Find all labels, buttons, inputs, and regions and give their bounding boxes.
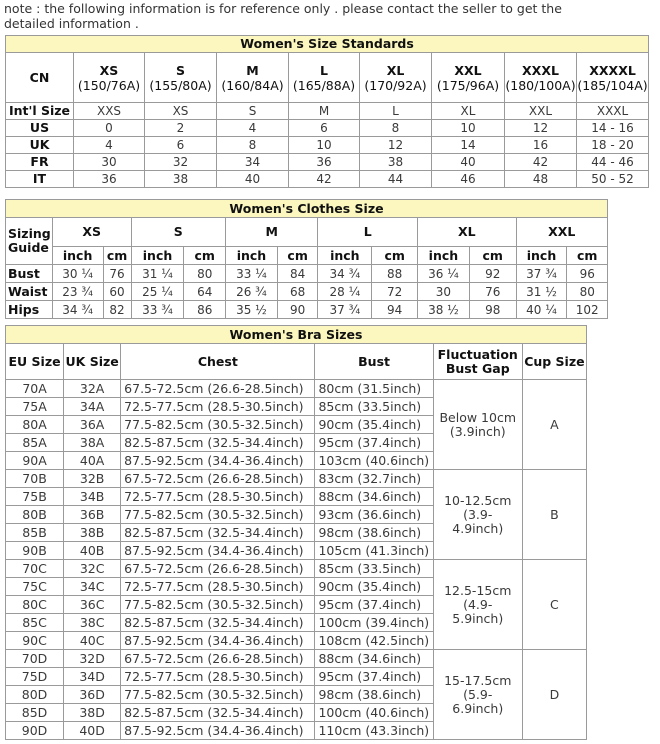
chest-cell: 82.5-87.5cm (32.5-34.4inch) [121, 524, 315, 542]
chest-cell: 72.5-77.5cm (28.5-30.5inch) [121, 488, 315, 506]
bra-size-title: Women's Bra Sizes [6, 326, 587, 344]
sizing-guide-label: Sizing Guide [6, 218, 53, 265]
uk-size-cell: 40B [64, 542, 121, 560]
cm-unit-header: cm [469, 247, 516, 265]
size-range: (175/96A) [436, 77, 500, 93]
measurement-label: Bust [6, 265, 53, 283]
measurement-value: 36 ¼ [417, 265, 469, 283]
cup-size-cell: C [522, 560, 586, 650]
eu-size-cell: 75B [6, 488, 64, 506]
bust-cell: 88cm (34.6inch) [315, 650, 433, 668]
size-standard-header [505, 53, 577, 103]
eu-size-cell: 90D [6, 722, 64, 740]
cm-unit-header: cm [567, 247, 608, 265]
bust-cell: 98cm (38.6inch) [315, 524, 433, 542]
row-label: FR [6, 154, 74, 171]
size-name: XL [386, 62, 405, 78]
size-value: 42 [505, 154, 577, 171]
size-value: 16 [505, 137, 577, 154]
bust-cell: 93cm (36.6inch) [315, 506, 433, 524]
clothes-size-header: XL [417, 218, 516, 247]
size-value: 32 [145, 154, 217, 171]
size-value: 44 [360, 171, 432, 188]
measurement-value: 33 ¼ [226, 265, 278, 283]
size-value: 36 [289, 154, 360, 171]
cm-unit-header: cm [372, 247, 418, 265]
chest-cell: 82.5-87.5cm (32.5-34.4inch) [121, 434, 315, 452]
uk-size-cell: 32B [64, 470, 121, 488]
uk-size-cell: 32C [64, 560, 121, 578]
eu-size-cell: 80A [6, 416, 64, 434]
chest-cell: 77.5-82.5cm (30.5-32.5inch) [121, 416, 315, 434]
measurement-value: 26 ¾ [226, 283, 278, 301]
inch-unit-header: inch [318, 247, 372, 265]
eu-size-cell: 90B [6, 542, 64, 560]
bust-cell: 95cm (37.4inch) [315, 434, 433, 452]
row-label: US [6, 120, 74, 137]
size-value: 38 [145, 171, 217, 188]
cn-label: CN [6, 53, 74, 103]
measurement-value: 90 [277, 301, 317, 319]
size-value: 46 [432, 171, 505, 188]
uk-size-cell: 34C [64, 578, 121, 596]
size-value: 8 [217, 137, 289, 154]
chest-cell: 67.5-72.5cm (26.6-28.5inch) [121, 470, 315, 488]
eu-size-cell: 75D [6, 668, 64, 686]
clothes-size-header: S [131, 218, 225, 247]
measurement-value: 30 [417, 283, 469, 301]
clothes-size-row [6, 301, 608, 319]
bra-size-row [6, 380, 587, 398]
size-standard-header [145, 53, 217, 103]
size-value: 36 [74, 171, 145, 188]
size-value: 42 [289, 171, 360, 188]
measurement-value: 94 [372, 301, 418, 319]
bust-cell: 110cm (43.3inch) [315, 722, 433, 740]
clothes-size-header: M [226, 218, 318, 247]
clothes-size-row [6, 265, 608, 283]
size-standard-header [289, 53, 360, 103]
measurement-value: 86 [184, 301, 226, 319]
bust-cell: 90cm (35.4inch) [315, 578, 433, 596]
eu-size-cell: 85D [6, 704, 64, 722]
eu-size-cell: 75A [6, 398, 64, 416]
eu-size-cell: 85A [6, 434, 64, 452]
cup-size-cell: B [522, 470, 586, 560]
measurement-value: 30 ¼ [52, 265, 103, 283]
cm-unit-header: cm [103, 247, 131, 265]
bust-cell: 105cm (41.3inch) [315, 542, 433, 560]
chest-cell: 87.5-92.5cm (34.4-36.4inch) [121, 452, 315, 470]
size-name: XS [99, 62, 119, 78]
size-value: 4 [74, 137, 145, 154]
uk-size-cell: 34A [64, 398, 121, 416]
bust-cell: 83cm (32.7inch) [315, 470, 433, 488]
measurement-value: 64 [184, 283, 226, 301]
bust-cell: 95cm (37.4inch) [315, 596, 433, 614]
bust-cell: 90cm (35.4inch) [315, 416, 433, 434]
eu-size-cell: 70A [6, 380, 64, 398]
chest-cell: 82.5-87.5cm (32.5-34.4inch) [121, 704, 315, 722]
eu-size-cell: 90A [6, 452, 64, 470]
bust-cell: 103cm (40.6inch) [315, 452, 433, 470]
bust-cell: 80cm (31.5inch) [315, 380, 433, 398]
bust-cell: 88cm (34.6inch) [315, 488, 433, 506]
size-value: 12 [360, 137, 432, 154]
size-range: (160/84A) [221, 77, 284, 93]
size-value: 30 [74, 154, 145, 171]
uk-size-cell: 38C [64, 614, 121, 632]
bust-cell: 108cm (42.5inch) [315, 632, 433, 650]
size-value: 40 [217, 171, 289, 188]
clothes-size-row [6, 283, 608, 301]
measurement-value: 76 [103, 265, 131, 283]
size-name: XXXL [522, 62, 559, 78]
bra-size-row [6, 650, 587, 668]
cup-size-cell: D [522, 650, 586, 740]
size-value: 18 - 20 [577, 137, 649, 154]
measurement-label: Hips [6, 301, 53, 319]
bust-cell: 85cm (33.5inch) [315, 560, 433, 578]
uk-size-cell: 36D [64, 686, 121, 704]
size-value: XL [432, 103, 505, 120]
measurement-value: 88 [372, 265, 418, 283]
size-value: 50 - 52 [577, 171, 649, 188]
measurement-value: 38 ½ [417, 301, 469, 319]
size-standard-header [432, 53, 505, 103]
measurement-label: Waist [6, 283, 53, 301]
eu-size-cell: 80D [6, 686, 64, 704]
measurement-value: 80 [567, 283, 608, 301]
size-value: 2 [145, 120, 217, 137]
clothes-size-header: XS [52, 218, 131, 247]
size-standard-header [74, 53, 145, 103]
size-standard-row [6, 137, 649, 154]
bra-size-table [5, 325, 587, 740]
bust-header: Bust [315, 344, 433, 380]
size-value: XXL [505, 103, 577, 120]
chest-cell: 82.5-87.5cm (32.5-34.4inch) [121, 614, 315, 632]
measurement-value: 72 [372, 283, 418, 301]
row-label: Int'l Size [6, 103, 74, 120]
size-value: 38 [360, 154, 432, 171]
inch-unit-header: inch [417, 247, 469, 265]
size-name: S [175, 62, 185, 78]
size-range: (150/76A) [77, 77, 141, 93]
size-value: 48 [505, 171, 577, 188]
measurement-value: 76 [469, 283, 516, 301]
uk-size-cell: 40C [64, 632, 121, 650]
eu-size-cell: 75C [6, 578, 64, 596]
uk-size-cell: 36C [64, 596, 121, 614]
eu-size-header: EU Size [6, 344, 64, 380]
size-range: (180/100A) [505, 77, 576, 93]
bust-cell: 98cm (38.6inch) [315, 686, 433, 704]
eu-size-cell: 70C [6, 560, 64, 578]
reference-note: note : the following information is for reference only . please contact the seller to get the detailed information . [4, 1, 562, 31]
measurement-value: 102 [567, 301, 608, 319]
size-value: 8 [360, 120, 432, 137]
cup-size-header: Cup Size [522, 344, 586, 380]
measurement-value: 60 [103, 283, 131, 301]
measurement-value: 31 ½ [516, 283, 567, 301]
bust-gap-cell: Below 10cm (3.9inch) [433, 380, 522, 470]
uk-size-cell: 40D [64, 722, 121, 740]
size-value: XS [145, 103, 217, 120]
bra-size-row [6, 470, 587, 488]
size-value: 12 [505, 120, 577, 137]
size-standard-header [360, 53, 432, 103]
size-name: M [246, 62, 259, 78]
size-standard-row [6, 120, 649, 137]
bust-cell: 100cm (39.4inch) [315, 614, 433, 632]
measurement-value: 68 [277, 283, 317, 301]
size-name: XXXXL [589, 62, 636, 78]
measurement-value: 31 ¼ [131, 265, 184, 283]
size-standard-row [6, 103, 649, 120]
uk-size-cell: 38D [64, 704, 121, 722]
cm-unit-header: cm [277, 247, 317, 265]
uk-size-cell: 38A [64, 434, 121, 452]
eu-size-cell: 80B [6, 506, 64, 524]
size-range: (185/104A) [577, 77, 648, 93]
row-label: UK [6, 137, 74, 154]
chest-cell: 72.5-77.5cm (28.5-30.5inch) [121, 578, 315, 596]
size-value: 40 [432, 154, 505, 171]
measurement-value: 96 [567, 265, 608, 283]
cm-unit-header: cm [184, 247, 226, 265]
row-label: IT [6, 171, 74, 188]
size-range: (155/80A) [149, 77, 212, 93]
chest-cell: 87.5-92.5cm (34.4-36.4inch) [121, 722, 315, 740]
eu-size-cell: 90C [6, 632, 64, 650]
uk-size-cell: 32A [64, 380, 121, 398]
chest-cell: 72.5-77.5cm (28.5-30.5inch) [121, 398, 315, 416]
measurement-value: 80 [184, 265, 226, 283]
clothes-size-header: L [318, 218, 418, 247]
cup-size-cell: A [522, 380, 586, 470]
clothes-size-table [5, 199, 608, 319]
measurement-value: 92 [469, 265, 516, 283]
size-range: (165/88A) [292, 77, 356, 93]
inch-unit-header: inch [131, 247, 184, 265]
uk-size-cell: 34B [64, 488, 121, 506]
chest-cell: 72.5-77.5cm (28.5-30.5inch) [121, 668, 315, 686]
measurement-value: 34 ¾ [52, 301, 103, 319]
size-value: 0 [74, 120, 145, 137]
size-value: S [217, 103, 289, 120]
size-name: L [320, 62, 328, 78]
bust-cell: 85cm (33.5inch) [315, 398, 433, 416]
inch-unit-header: inch [516, 247, 567, 265]
size-value: 4 [217, 120, 289, 137]
chest-cell: 87.5-92.5cm (34.4-36.4inch) [121, 632, 315, 650]
chest-cell: 87.5-92.5cm (34.4-36.4inch) [121, 542, 315, 560]
size-standard-header [217, 53, 289, 103]
bust-cell: 100cm (40.6inch) [315, 704, 433, 722]
eu-size-cell: 80C [6, 596, 64, 614]
size-value: 10 [432, 120, 505, 137]
size-name: XXL [454, 62, 482, 78]
measurement-value: 37 ¾ [318, 301, 372, 319]
size-value: 34 [217, 154, 289, 171]
measurement-value: 84 [277, 265, 317, 283]
clothes-size-header: XXL [516, 218, 607, 247]
chest-cell: 67.5-72.5cm (26.6-28.5inch) [121, 380, 315, 398]
size-value: M [289, 103, 360, 120]
eu-size-cell: 70D [6, 650, 64, 668]
size-value: XXXL [577, 103, 649, 120]
size-value: 10 [289, 137, 360, 154]
measurement-value: 25 ¼ [131, 283, 184, 301]
size-standards-title: Women's Size Standards [6, 36, 649, 53]
bust-gap-cell: 12.5-15cm (4.9-5.9inch) [433, 560, 522, 650]
measurement-value: 98 [469, 301, 516, 319]
chest-cell: 67.5-72.5cm (26.6-28.5inch) [121, 560, 315, 578]
chest-header: Chest [121, 344, 315, 380]
uk-size-cell: 34D [64, 668, 121, 686]
size-standards-table [5, 35, 649, 188]
uk-size-header: UK Size [64, 344, 121, 380]
size-standard-row [6, 171, 649, 188]
chest-cell: 77.5-82.5cm (30.5-32.5inch) [121, 506, 315, 524]
chest-cell: 67.5-72.5cm (26.6-28.5inch) [121, 650, 315, 668]
uk-size-cell: 36A [64, 416, 121, 434]
chest-cell: 77.5-82.5cm (30.5-32.5inch) [121, 596, 315, 614]
measurement-value: 40 ¼ [516, 301, 567, 319]
size-value: 6 [289, 120, 360, 137]
fluctuation-bust-gap-header: Fluctuation Bust Gap [433, 344, 522, 380]
measurement-value: 82 [103, 301, 131, 319]
inch-unit-header: inch [52, 247, 103, 265]
uk-size-cell: 40A [64, 452, 121, 470]
uk-size-cell: 32D [64, 650, 121, 668]
eu-size-cell: 85C [6, 614, 64, 632]
eu-size-cell: 85B [6, 524, 64, 542]
eu-size-cell: 70B [6, 470, 64, 488]
size-standard-row [6, 154, 649, 171]
size-value: 6 [145, 137, 217, 154]
bust-gap-cell: 15-17.5cm (5.9-6.9inch) [433, 650, 522, 740]
bust-gap-cell: 10-12.5cm (3.9-4.9inch) [433, 470, 522, 560]
size-range: (170/92A) [364, 77, 427, 93]
uk-size-cell: 36B [64, 506, 121, 524]
measurement-value: 28 ¼ [318, 283, 372, 301]
measurement-value: 34 ¾ [318, 265, 372, 283]
measurement-value: 37 ¾ [516, 265, 567, 283]
size-value: L [360, 103, 432, 120]
bra-size-row [6, 560, 587, 578]
size-standard-header [577, 53, 649, 103]
size-value: XXS [74, 103, 145, 120]
bust-cell: 95cm (37.4inch) [315, 668, 433, 686]
size-value: 14 - 16 [577, 120, 649, 137]
measurement-value: 33 ¾ [131, 301, 184, 319]
uk-size-cell: 38B [64, 524, 121, 542]
clothes-size-title: Women's Clothes Size [6, 200, 608, 218]
size-value: 14 [432, 137, 505, 154]
measurement-value: 35 ½ [226, 301, 278, 319]
measurement-value: 23 ¾ [52, 283, 103, 301]
inch-unit-header: inch [226, 247, 278, 265]
chest-cell: 77.5-82.5cm (30.5-32.5inch) [121, 686, 315, 704]
size-value: 44 - 46 [577, 154, 649, 171]
